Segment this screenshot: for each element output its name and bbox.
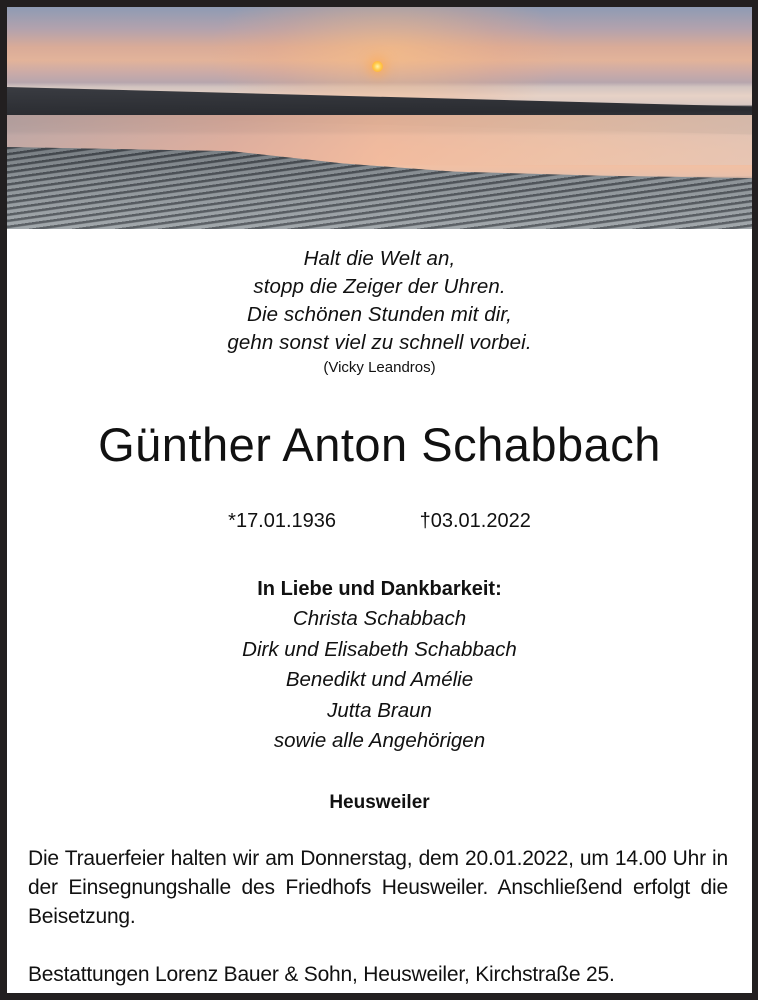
mourner-name: sowie alle Angehörigen (273, 729, 486, 752)
sun-icon (372, 61, 383, 72)
obituary-card (7, 7, 752, 993)
place: Heusweiler (329, 791, 430, 813)
mourners-heading: In Liebe und Dankbarkeit: (257, 578, 502, 600)
poem-line: Die schönen Stunden mit dir, (247, 303, 512, 326)
death-date: †03.01.2022 (419, 510, 531, 532)
deceased-name: Günther Anton Schabbach (98, 418, 661, 471)
poem-line: Halt die Welt an, (303, 247, 456, 270)
sunset-sea-photo (7, 7, 752, 229)
mourner-name: Christa Schabbach (292, 607, 467, 630)
mourner-name: Benedikt und Amélie (285, 668, 474, 691)
mourners (7, 574, 752, 757)
obituary-content (7, 229, 752, 931)
life-dates (7, 508, 752, 534)
mourner-name: Dirk und Elisabeth Schabbach (242, 637, 517, 661)
mourner-name: Jutta Braun (327, 698, 432, 722)
undertaker-info: Bestattungen Lorenz Bauer & Sohn, Heusweiler, Kirchstraße 25. (28, 963, 615, 986)
poem-line: gehn sonst viel zu schnell vorbei. (227, 331, 532, 354)
poem-author: (Vicky Leandros) (323, 359, 436, 376)
poem (7, 245, 752, 379)
funeral-notice: Die Trauerfeier halten wir am Donnerstag, dem 20.01.2022, um 14.00 Uhr in der Einsegnungshalle des Friedhofs Heusweiler. Anschließend erfolgt die Beisetzung. (28, 846, 728, 928)
poem-line: stopp die Zeiger der Uhren. (253, 275, 506, 298)
birth-date: *17.01.1936 (228, 510, 337, 532)
